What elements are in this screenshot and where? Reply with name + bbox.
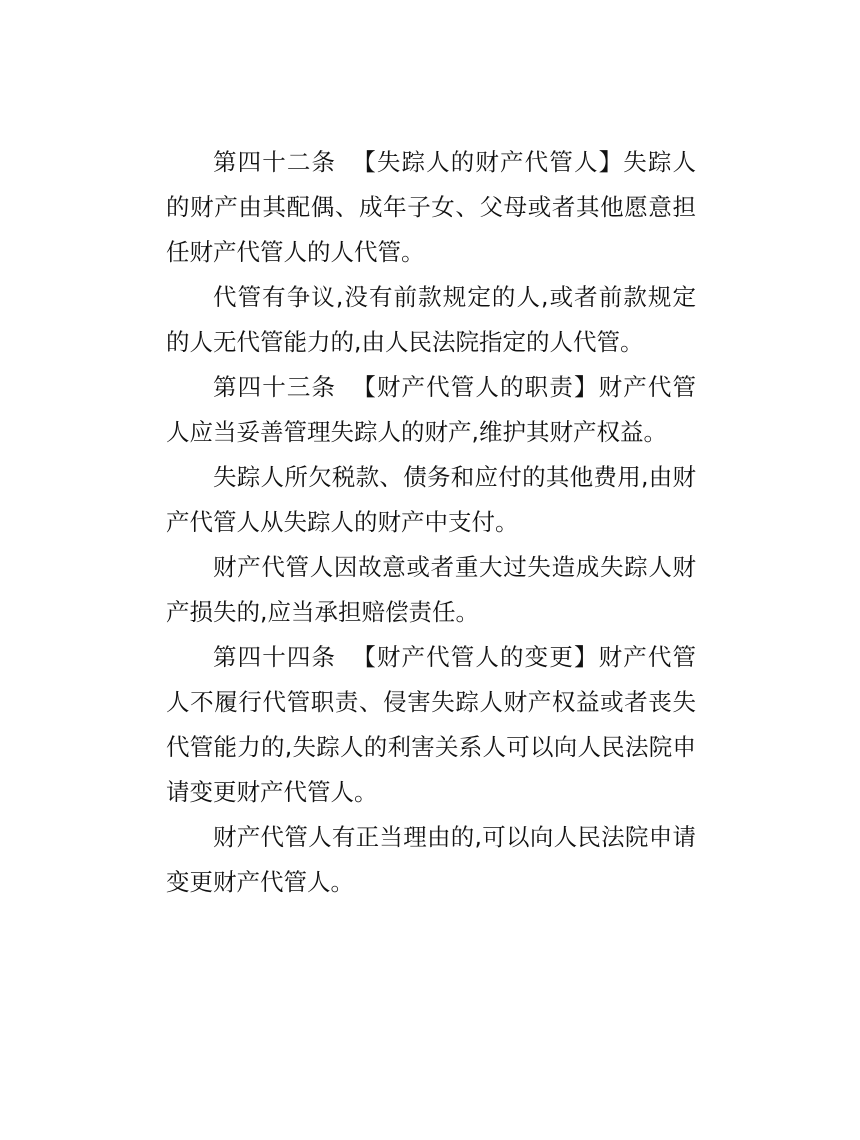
paragraph-text: 【失踪人的财产代管人】失踪人的财产由其配偶、成年子女、父母或者其他愿意担任财产代管人的人代管。 xyxy=(166,148,697,266)
article-number: 第四十三条 xyxy=(213,373,337,401)
paragraph-text: 代管有争议,没有前款规定的人,或者前款规定的人无代管能力的,由人民法院指定的人代管。 xyxy=(166,283,696,356)
article-44-clause-2 xyxy=(166,815,696,905)
article-44-paragraph xyxy=(166,635,696,815)
article-43-paragraph xyxy=(166,365,696,455)
paragraph-text: 财产代管人有正当理由的,可以向人民法院申请变更财产代管人。 xyxy=(166,823,696,896)
article-42-clause-2 xyxy=(166,275,696,365)
article-42-paragraph xyxy=(166,140,696,275)
paragraph-text: 失踪人所欠税款、债务和应付的其他费用,由财产代管人从失踪人的财产中支付。 xyxy=(166,463,696,536)
paragraph-text: 财产代管人因故意或者重大过失造成失踪人财产损失的,应当承担赔偿责任。 xyxy=(166,553,696,626)
article-number: 第四十四条 xyxy=(213,643,337,671)
paragraph-text: 【财产代管人的变更】财产代管人不履行代管职责、侵害失踪人财产权益或者丧失代管能力的,失踪人的利害关系人可以向人民法院申请变更财产代管人。 xyxy=(166,643,697,806)
article-43-clause-3 xyxy=(166,545,696,635)
article-number: 第四十二条 xyxy=(213,148,337,176)
paragraph-text: 【财产代管人的职责】财产代管人应当妥善管理失踪人的财产,维护其财产权益。 xyxy=(166,373,697,446)
document-body xyxy=(166,140,696,905)
article-43-clause-2 xyxy=(166,455,696,545)
